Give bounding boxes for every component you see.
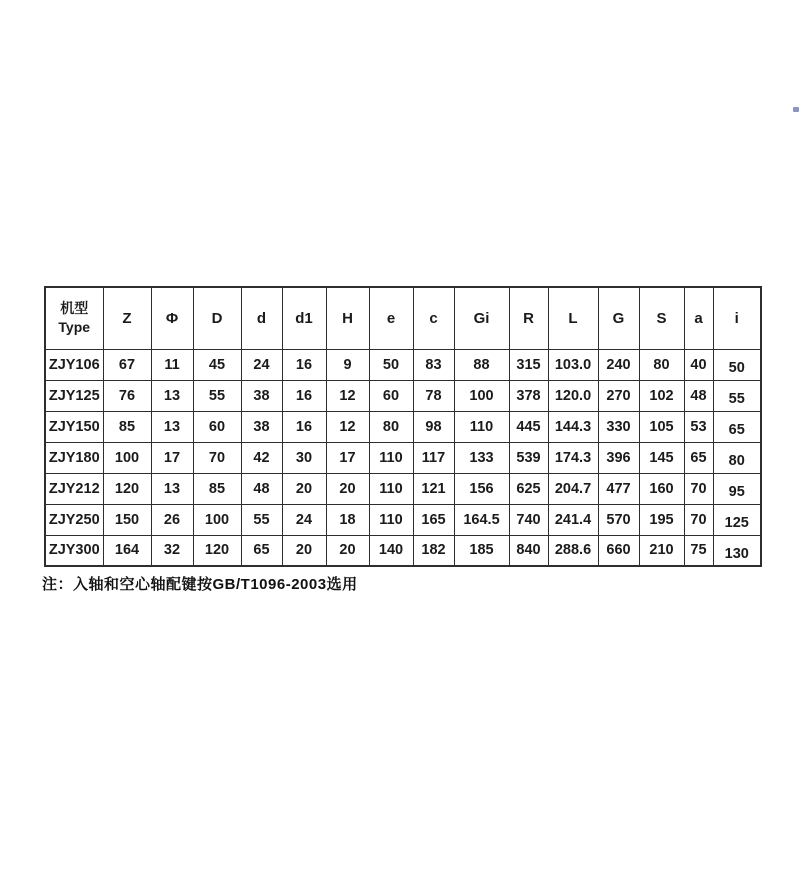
table-cell: 26 <box>151 504 193 535</box>
table-cell: 241.4 <box>548 504 598 535</box>
column-header: Φ <box>151 287 193 349</box>
table-cell: 133 <box>454 442 509 473</box>
table-cell: 83 <box>413 349 454 380</box>
table-cell: 120 <box>193 535 241 566</box>
table-cell: 38 <box>241 380 282 411</box>
table-row <box>45 380 761 411</box>
table-cell: 95 <box>713 473 761 504</box>
table-cell: 160 <box>639 473 684 504</box>
column-header: D <box>193 287 241 349</box>
table-cell: 48 <box>684 380 713 411</box>
column-header: G <box>598 287 639 349</box>
table-cell: 76 <box>103 380 151 411</box>
table-cell: 60 <box>369 380 413 411</box>
table-cell: 45 <box>193 349 241 380</box>
table-cell: 156 <box>454 473 509 504</box>
table-cell: 539 <box>509 442 548 473</box>
table-cell: 100 <box>454 380 509 411</box>
table-cell: 40 <box>684 349 713 380</box>
table-cell: 78 <box>413 380 454 411</box>
table-cell: 100 <box>193 504 241 535</box>
table-cell: 13 <box>151 411 193 442</box>
table-cell: 17 <box>151 442 193 473</box>
table-row <box>45 442 761 473</box>
table-cell: 75 <box>684 535 713 566</box>
table-cell: 144.3 <box>548 411 598 442</box>
table-cell: 110 <box>369 473 413 504</box>
table-header <box>45 287 761 349</box>
table-cell: 270 <box>598 380 639 411</box>
table-cell: 396 <box>598 442 639 473</box>
table-cell: 145 <box>639 442 684 473</box>
table-cell: 60 <box>193 411 241 442</box>
table-cell: 100 <box>103 442 151 473</box>
table-cell: 103.0 <box>548 349 598 380</box>
column-header: a <box>684 287 713 349</box>
table-cell: 70 <box>684 504 713 535</box>
table-cell: 110 <box>369 442 413 473</box>
table-cell: 11 <box>151 349 193 380</box>
table-cell: 20 <box>282 535 326 566</box>
table-cell: 65 <box>241 535 282 566</box>
table-cell: 378 <box>509 380 548 411</box>
table-cell: 20 <box>326 535 369 566</box>
table-cell: 125 <box>713 504 761 535</box>
table-cell: 50 <box>713 349 761 380</box>
row-label-model: ZJY150 <box>45 411 103 442</box>
table-cell: 445 <box>509 411 548 442</box>
table-cell: 110 <box>454 411 509 442</box>
table-cell: 12 <box>326 411 369 442</box>
column-header: Gi <box>454 287 509 349</box>
table-cell: 24 <box>282 504 326 535</box>
table-cell: 12 <box>326 380 369 411</box>
column-header: d1 <box>282 287 326 349</box>
table-cell: 625 <box>509 473 548 504</box>
table-row <box>45 473 761 504</box>
column-header: L <box>548 287 598 349</box>
table-cell: 477 <box>598 473 639 504</box>
table-cell: 38 <box>241 411 282 442</box>
table-cell: 30 <box>282 442 326 473</box>
table-cell: 105 <box>639 411 684 442</box>
table-row <box>45 504 761 535</box>
table-cell: 174.3 <box>548 442 598 473</box>
table-cell: 130 <box>713 535 761 566</box>
table-body <box>45 349 761 566</box>
table-cell: 240 <box>598 349 639 380</box>
table-cell: 315 <box>509 349 548 380</box>
table-header-row <box>45 287 761 349</box>
table-cell: 20 <box>282 473 326 504</box>
column-header: e <box>369 287 413 349</box>
column-header: d <box>241 287 282 349</box>
table-cell: 88 <box>454 349 509 380</box>
table-cell: 67 <box>103 349 151 380</box>
table-cell: 20 <box>326 473 369 504</box>
table-cell: 185 <box>454 535 509 566</box>
table-cell: 164.5 <box>454 504 509 535</box>
table-cell: 50 <box>369 349 413 380</box>
spec-table <box>44 286 762 567</box>
table-cell: 85 <box>193 473 241 504</box>
table-cell: 24 <box>241 349 282 380</box>
table-cell: 16 <box>282 411 326 442</box>
column-header: R <box>509 287 548 349</box>
table-cell: 570 <box>598 504 639 535</box>
table-cell: 70 <box>193 442 241 473</box>
table-cell: 840 <box>509 535 548 566</box>
table-cell: 16 <box>282 349 326 380</box>
table-cell: 210 <box>639 535 684 566</box>
table-cell: 13 <box>151 473 193 504</box>
table-cell: 17 <box>326 442 369 473</box>
table-cell: 16 <box>282 380 326 411</box>
table-cell: 18 <box>326 504 369 535</box>
table-cell: 70 <box>684 473 713 504</box>
row-label-model: ZJY300 <box>45 535 103 566</box>
row-label-model: ZJY106 <box>45 349 103 380</box>
table-cell: 140 <box>369 535 413 566</box>
table-cell: 65 <box>684 442 713 473</box>
table-cell: 53 <box>684 411 713 442</box>
table-cell: 13 <box>151 380 193 411</box>
table-row <box>45 535 761 566</box>
table-cell: 55 <box>193 380 241 411</box>
table-cell: 80 <box>639 349 684 380</box>
type-header-en: Type <box>58 319 91 336</box>
table-cell: 165 <box>413 504 454 535</box>
footnote-text: 注：入轴和空心轴配键按GB/T1096-2003选用 <box>42 576 358 593</box>
column-header: i <box>713 287 761 349</box>
table-cell: 117 <box>413 442 454 473</box>
table-cell: 204.7 <box>548 473 598 504</box>
type-header-zh: 机型 <box>60 300 89 317</box>
column-header: Z <box>103 287 151 349</box>
table-cell: 32 <box>151 535 193 566</box>
row-label-model: ZJY180 <box>45 442 103 473</box>
table-cell: 288.6 <box>548 535 598 566</box>
column-header: c <box>413 287 454 349</box>
table-cell: 150 <box>103 504 151 535</box>
table-cell: 55 <box>713 380 761 411</box>
table-cell: 80 <box>713 442 761 473</box>
table-cell: 740 <box>509 504 548 535</box>
table-cell: 195 <box>639 504 684 535</box>
row-label-model: ZJY125 <box>45 380 103 411</box>
row-label-model: ZJY250 <box>45 504 103 535</box>
table-cell: 98 <box>413 411 454 442</box>
table-row <box>45 411 761 442</box>
table-cell: 42 <box>241 442 282 473</box>
table-cell: 48 <box>241 473 282 504</box>
table-cell: 65 <box>713 411 761 442</box>
table-cell: 121 <box>413 473 454 504</box>
column-header: H <box>326 287 369 349</box>
scan-artifact-mark <box>793 107 799 112</box>
table-cell: 330 <box>598 411 639 442</box>
row-label-model: ZJY212 <box>45 473 103 504</box>
table-cell: 164 <box>103 535 151 566</box>
table-cell: 120.0 <box>548 380 598 411</box>
table-cell: 9 <box>326 349 369 380</box>
table-cell: 110 <box>369 504 413 535</box>
table-cell: 660 <box>598 535 639 566</box>
table-cell: 182 <box>413 535 454 566</box>
table-cell: 102 <box>639 380 684 411</box>
table-cell: 85 <box>103 411 151 442</box>
table-cell: 55 <box>241 504 282 535</box>
table-cell: 120 <box>103 473 151 504</box>
table-row <box>45 349 761 380</box>
column-header: S <box>639 287 684 349</box>
column-header-type <box>45 287 103 349</box>
table-cell: 80 <box>369 411 413 442</box>
